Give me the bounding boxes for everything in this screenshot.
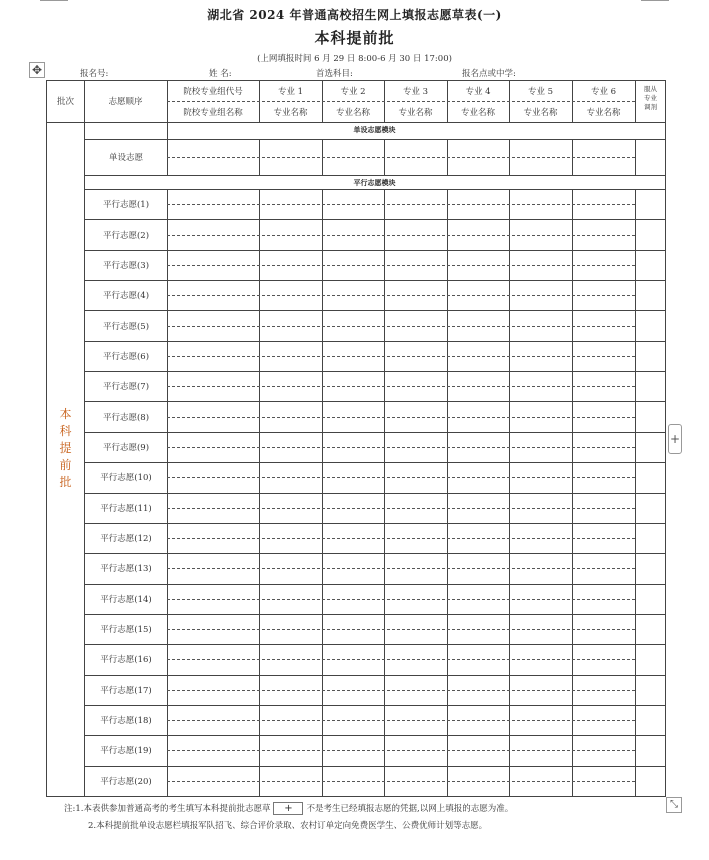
group-code-header: 院校专业组代号 <box>183 87 243 97</box>
parallel-volunteer-label: 平行志愿(15) <box>100 625 152 636</box>
parallel-module-band: 平行志愿模块 <box>353 178 396 187</box>
major-name-header: 专业名称 <box>273 108 308 118</box>
single-volunteer-label: 单设志愿 <box>108 153 143 163</box>
group-name-header: 院校专业组名称 <box>183 108 243 118</box>
parallel-volunteer-label: 平行志愿(12) <box>100 534 152 545</box>
parallel-volunteer-label: 平行志愿(18) <box>100 716 152 727</box>
filing-time-note: (上网填报时间 6 月 29 日 8:00-6 月 30 日 17:00) <box>257 54 452 64</box>
major-2-header: 专业 2 <box>340 87 366 97</box>
parallel-volunteer-label: 平行志愿(6) <box>102 351 150 362</box>
parallel-volunteer-label: 平行志愿(2) <box>102 230 150 241</box>
resize-handle-icon[interactable]: ⤡ <box>666 797 682 813</box>
note-1: 注:1.本表供参加普通高考的考生填写本科提前批志愿草 + 不是考生已经填报志愿的凭据,以网上填报的志愿为准。 <box>64 803 514 814</box>
major-name-header: 专业名称 <box>586 108 621 118</box>
page-corner-marks <box>40 0 669 2</box>
form-subtitle: 本科提前批 <box>314 29 395 47</box>
single-module-band: 单设志愿模块 <box>353 125 396 134</box>
major-5-header: 专业 5 <box>527 87 554 97</box>
major-1-header: 专业 1 <box>277 87 304 97</box>
order-column-header: 志愿顺序 <box>108 97 143 107</box>
expand-table-button[interactable]: + <box>668 424 682 454</box>
parallel-volunteer-label: 平行志愿(10) <box>100 473 152 484</box>
parallel-volunteer-label: 平行志愿(11) <box>100 503 152 514</box>
parallel-volunteer-label: 平行志愿(16) <box>100 655 152 666</box>
major-4-header: 专业 4 <box>465 87 491 97</box>
parallel-volunteer-label: 平行志愿(17) <box>100 685 152 696</box>
major-name-header: 专业名称 <box>335 108 370 118</box>
parallel-volunteer-label: 平行志愿(19) <box>100 746 152 757</box>
major-name-header: 专业名称 <box>398 108 433 118</box>
major-name-header: 专业名称 <box>523 108 558 118</box>
subject-label: 首选科目: <box>316 69 353 79</box>
parallel-volunteer-label: 平行志愿(1) <box>102 200 150 211</box>
name-label: 姓 名: <box>209 69 232 79</box>
obey-adjustment-header: 服从专业调剂 <box>644 85 657 111</box>
major-name-header: 专业名称 <box>460 108 495 118</box>
parallel-volunteer-label: 平行志愿(3) <box>102 260 150 271</box>
parallel-volunteer-label: 平行志愿(4) <box>102 291 150 302</box>
parallel-volunteer-label: 平行志愿(20) <box>100 776 152 787</box>
parallel-volunteer-label: 平行志愿(5) <box>102 321 150 332</box>
volunteer-table <box>46 80 666 797</box>
major-3-header: 专业 3 <box>402 87 429 97</box>
table-move-handle-icon[interactable]: ✥ <box>29 62 45 78</box>
add-row-button[interactable]: + <box>273 802 303 815</box>
reg-no-label: 报名号: <box>80 69 109 79</box>
note-2: 2.本科提前批单设志愿栏填报军队招飞、综合评价录取、农村订单定向免费医学生、公费优师计划等志愿。 <box>88 821 488 831</box>
major-6-header: 专业 6 <box>590 87 617 97</box>
parallel-volunteer-label: 平行志愿(9) <box>102 442 150 453</box>
form-title: 湖北省 2024 年普通高校招生网上填报志愿草表(一) <box>207 8 502 22</box>
school-label: 报名点或中学: <box>462 69 516 79</box>
batch-column-header: 批次 <box>56 97 74 107</box>
parallel-volunteer-label: 平行志愿(8) <box>102 412 150 423</box>
batch-label: 本 科 提 前 批 <box>59 407 72 489</box>
applicant-info-line <box>0 67 709 79</box>
parallel-volunteer-label: 平行志愿(13) <box>100 564 152 575</box>
parallel-volunteer-label: 平行志愿(7) <box>102 382 150 393</box>
footnotes <box>64 801 664 835</box>
parallel-volunteer-label: 平行志愿(14) <box>100 594 152 605</box>
